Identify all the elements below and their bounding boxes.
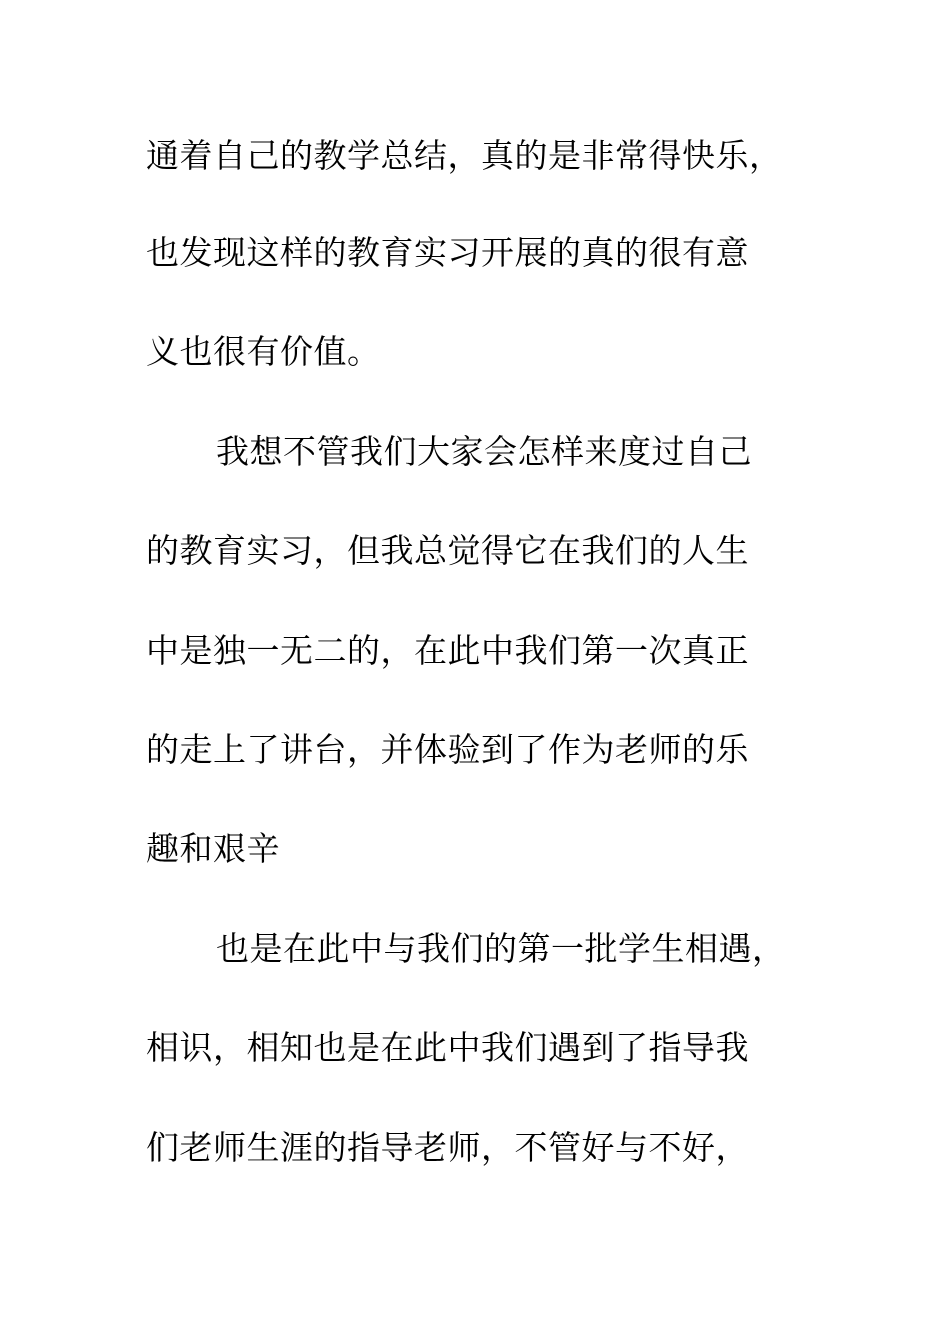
text-line: 趣和艰辛 — [146, 829, 280, 868]
text-line: 中是独一无二的，在此中我们第一次真正 — [146, 631, 749, 670]
paragraph-start-line: 我想不管我们大家会怎样来度过自己 — [216, 432, 752, 471]
paragraph-start-line: 也是在此中与我们的第一批学生相遇， — [216, 929, 786, 968]
text-line: 的走上了讲台，并体验到了作为老师的乐 — [146, 730, 749, 769]
text-line: 也发现这样的教育实习开展的真的很有意 — [146, 233, 749, 272]
text-line: 相识，相知也是在此中我们遇到了指导我 — [146, 1028, 749, 1067]
text-line: 通着自己的教学总结，真的是非常得快乐， — [146, 136, 783, 175]
text-line: 义也很有价值。 — [146, 332, 381, 371]
text-line: 们老师生涯的指导老师，不管好与不好， — [146, 1128, 749, 1167]
text-line: 的教育实习，但我总觉得它在我们的人生 — [146, 531, 749, 570]
